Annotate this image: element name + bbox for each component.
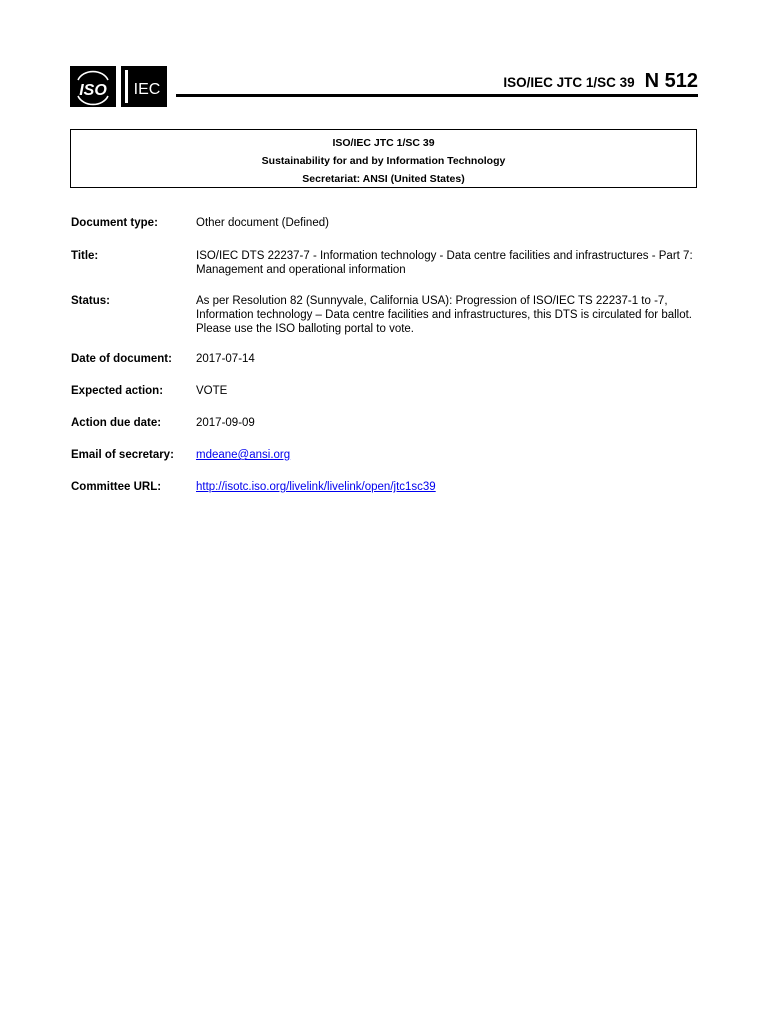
iec-logo-text: IEC (133, 81, 161, 98)
iso-iec-logo (70, 66, 167, 107)
status-label: Status: (71, 295, 110, 307)
document-type-value (196, 216, 698, 230)
date-of-document-value (196, 352, 698, 366)
status-value (196, 294, 698, 336)
committee-name: ISO/IEC JTC 1/SC 39 (332, 137, 435, 149)
header-rule (176, 94, 698, 97)
document-type-text: Other document (Defined) (196, 217, 329, 229)
committee-scope: Sustainability for and by Information Technology (261, 155, 506, 167)
committee-secretariat: Secretariat: ANSI (United States) (302, 173, 465, 185)
committee-url-link[interactable]: http://isotc.iso.org/livelink/livelink/open/jtc1sc39 (196, 481, 436, 493)
title-label: Title: (71, 250, 99, 262)
date-of-document-label: Date of document: (71, 353, 172, 365)
secretary-email-link[interactable]: mdeane@ansi.org (196, 449, 291, 461)
title-line-2: Management and operational information (196, 264, 406, 276)
title-value (196, 249, 698, 277)
iso-logo-text: ISO (79, 82, 107, 99)
email-of-secretary-value (196, 448, 698, 462)
committee-url-value (196, 480, 698, 494)
committee-url-label: Committee URL: (71, 481, 162, 493)
action-due-date-text: 2017-09-09 (196, 417, 255, 429)
document-number: N 512 (644, 70, 698, 92)
email-of-secretary-label: Email of secretary: (71, 449, 174, 461)
status-line-2: Information technology – Data centre facilities and infrastructures, this DTS is circulated for ballot. (196, 309, 693, 321)
status-line-3: Please use the ISO balloting portal to vote. (196, 323, 414, 335)
document-header (503, 70, 698, 93)
expected-action-label: Expected action: (71, 385, 164, 397)
status-line-1: As per Resolution 82 (Sunnyvale, California USA): Progression of ISO/IEC TS 22237-1 to -7, (196, 295, 668, 307)
action-due-date-value (196, 416, 698, 430)
document-type-label: Document type: (71, 217, 158, 229)
expected-action-text: VOTE (196, 385, 228, 397)
title-line-1: ISO/IEC DTS 22237-7 - Information technology - Data centre facilities and infrastructures - Part 7: (196, 250, 693, 262)
expected-action-value (196, 384, 698, 398)
committee-info-box (70, 129, 697, 188)
header-committee: ISO/IEC JTC 1/SC 39 (503, 75, 635, 90)
action-due-date-label: Action due date: (71, 417, 162, 429)
date-of-document-text: 2017-07-14 (196, 353, 255, 365)
